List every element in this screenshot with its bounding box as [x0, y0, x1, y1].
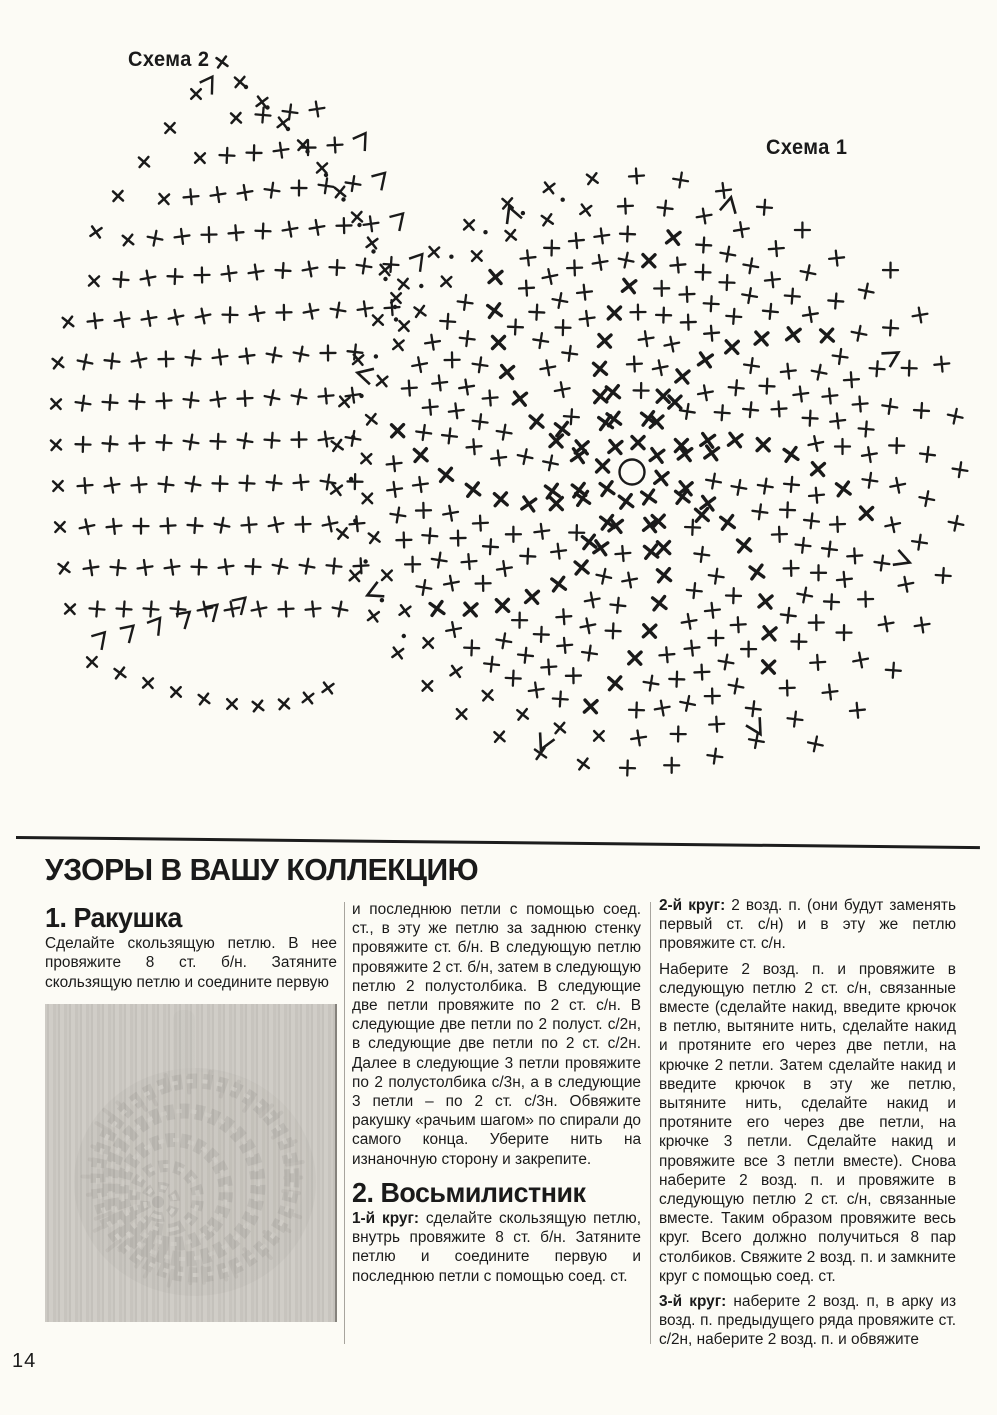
article2-title: 2. Восьмилистник	[352, 1176, 586, 1208]
round2-label: 2-й круг:	[659, 897, 726, 914]
column-rule-right	[650, 902, 651, 1344]
article2-round3	[659, 1292, 956, 1350]
column-rule-left	[344, 902, 345, 1344]
round2-text: 2 возд. п. (они будут заменять первый ст. с/н) и в эту же петлю провяжите ст. с/н.	[659, 897, 956, 953]
column-1	[45, 902, 337, 1322]
article1-continuation: и последнюю петли с помощью соед. ст., в эту же петлю за заднюю стенку провяжите ст. б/н. В следующую петлю провяжите 2 ст. б/н, затем в следующую петлю 2 полустолбика. В следующие две петли провяжите по 2 ст. с/н. В следующие две петли по 2 полуст. с/2н, в следующие две петли по 2 ст. с/2н. Далее в следующие 3 петли провяжите по 2 полустолбика с/3н, а в следующие 3 петли – по 2 ст. с/3н. Обвяжите ракушку «рачьим шагом» по спирали до самого конца. Уберите нить на изнаночную сторону и закрепите.	[352, 901, 641, 1168]
page-number: 14	[12, 1350, 37, 1372]
article2-round1	[352, 1209, 641, 1286]
article1-intro: Сделайте скользящую петлю. В нее провяжите 8 ст. б/н. Затяните скользящую петлю и соедините первую	[45, 935, 337, 991]
scheme2-shell-diagram	[46, 53, 427, 716]
section-divider-rule	[16, 836, 980, 849]
round3-label: 3-й круг:	[659, 1293, 727, 1311]
section-header: УЗОРЫ В ВАШУ КОЛЛЕКЦИЮ	[45, 852, 479, 887]
article2-round2-para2: Наберите 2 возд. п. и провяжите в следующую петлю 2 ст. с/н, связанные вместе (сделайте накид, введите крючок в петлю, вытяните нить, сделайте накид и протяните его через две петли, на крючке 2 петли. Затем сделайте накид и введите крючок в эту же петлю, вытяните нить, сделайте накид и протяните его через две петли, на крючке 3 петли. Сделайте накид и провяжите все 3 петли вместе). Снова наберите 2 возд. п. и провяжите в следующую петлю 2 ст. с/н, связанные вместе. Таким образом провяжите весь круг. Всего должно получиться 8 пар столбиков. Свяжите 2 возд. п. и замкните круг с помощью соед. ст.	[659, 960, 956, 1285]
scheme1-label: Схема 1	[766, 136, 848, 159]
shell-photo	[45, 1004, 337, 1322]
column-3	[659, 896, 956, 1356]
scheme1-circle-diagram	[327, 168, 968, 776]
article2-round2	[659, 896, 956, 954]
column-2	[352, 900, 641, 1292]
scheme2-label: Схема 2	[128, 48, 210, 71]
article1-title: 1. Ракушка	[45, 902, 182, 933]
round1-label: 1-й круг:	[352, 1210, 419, 1228]
round3-text: наберите 2 возд. п, в арку из возд. п. предыдущего ряда провяжите ст. с/2н, наберите 2 возд. п. и обвяжите	[659, 1293, 957, 1349]
round1-text: сделайте скользящую петлю, внутрь провяжите 8 ст. б/н. Затяните петлю и соедините первую и последнюю петли с помощью соед. ст.	[352, 1210, 642, 1285]
wood-background	[45, 1004, 335, 1322]
